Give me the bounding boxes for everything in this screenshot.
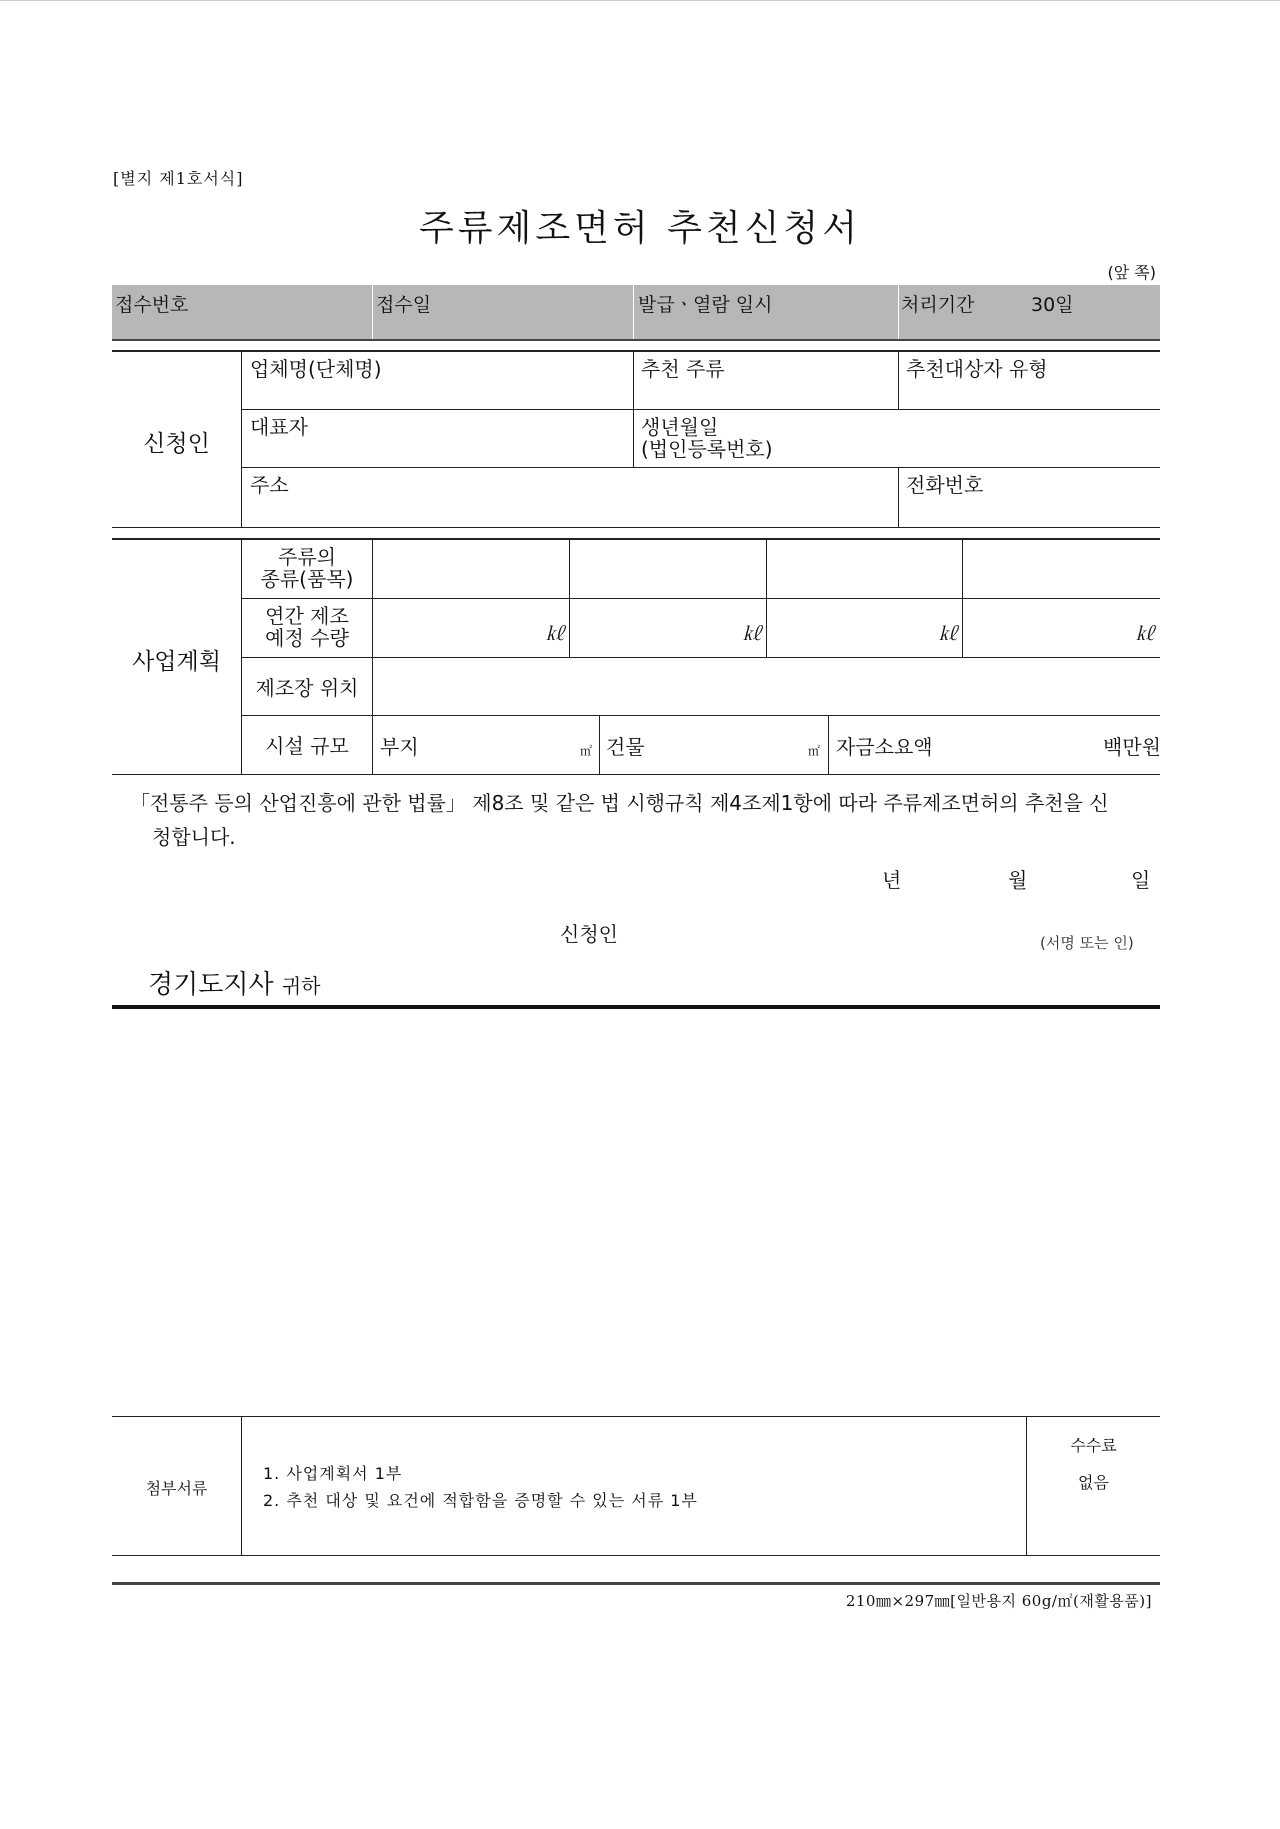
row-divider <box>242 467 1160 468</box>
funds-label: 자금소요액 <box>836 735 933 759</box>
applicant-label-divider <box>241 352 242 528</box>
applicant-top-rule <box>112 350 1160 352</box>
header-bottom-line <box>112 339 1160 341</box>
annual-volume-input-3[interactable] <box>767 599 962 657</box>
liquor-type-input-1[interactable] <box>373 540 569 598</box>
annual-volume-input-2[interactable] <box>570 599 766 657</box>
liquor-type-label: 주류의 종류(품목) <box>260 545 354 591</box>
plant-location-label: 제조장 위치 <box>255 676 359 700</box>
attachments-label: 첨부서류 <box>145 1479 208 1498</box>
processing-period-label: 처리기간 <box>901 294 975 316</box>
volume-unit: ㎘ <box>546 624 564 645</box>
recommended-type-field[interactable]: 추천대상자 유형 <box>906 357 1048 381</box>
company-name-field[interactable]: 업체명(단체명) <box>250 357 382 381</box>
recommended-liquor-field[interactable]: 추천 주류 <box>641 357 725 381</box>
birth-date-label: 생년월일 <box>641 415 719 439</box>
funds-unit: 백만원 <box>1103 735 1161 759</box>
liquor-type-input-3[interactable] <box>767 540 962 598</box>
representative-field[interactable]: 대표자 <box>250 415 308 439</box>
receipt-header-bar <box>112 285 1160 339</box>
col-divider <box>599 716 600 774</box>
plant-location-input[interactable] <box>373 658 1160 715</box>
paper-spec: 210㎜×297㎜[일반용지 60g/㎡(재활용품)] <box>845 1592 1152 1610</box>
volume-unit: ㎘ <box>939 624 957 645</box>
footer-rule <box>112 1582 1160 1585</box>
applicant-signature-label: 신청인 <box>560 922 618 946</box>
area-unit: ㎡ <box>808 744 821 758</box>
facility-scale-label: 시설 규모 <box>265 734 349 758</box>
attachments-bottom-rule <box>112 1555 1160 1556</box>
date-year[interactable]: 년 <box>882 868 902 892</box>
annual-volume-input-1[interactable] <box>373 599 569 657</box>
receipt-number-field[interactable]: 접수번호 <box>115 294 189 316</box>
col-divider <box>828 716 829 774</box>
receipt-date-field[interactable]: 접수일 <box>376 294 432 316</box>
fee-value: 없음 <box>1078 1473 1109 1492</box>
declaration-text: 「전통주 등의 산업진흥에 관한 법률」 제8조 및 같은 법 시행규칙 제4조제1항에 따라 주류제조면허의 추천을 신 청합니다. <box>130 791 1109 849</box>
liquor-type-input-4[interactable] <box>963 540 1160 598</box>
processing-period-value: 30일 <box>1031 294 1074 316</box>
date-month[interactable]: 월 <box>1008 868 1028 892</box>
header-divider <box>633 285 634 339</box>
row-divider <box>242 715 1160 716</box>
applicant-section-label: 신청인 <box>143 431 210 457</box>
attachments-label-divider <box>241 1416 242 1555</box>
header-divider <box>898 285 899 339</box>
col-divider <box>898 468 899 527</box>
date-day[interactable]: 일 <box>1131 868 1151 892</box>
page-top-border <box>0 0 1280 1</box>
annual-volume-input-4[interactable] <box>963 599 1160 657</box>
corporate-registration-label: (법인등록번호) <box>641 437 773 461</box>
header-divider <box>372 285 373 339</box>
annual-volume-label: 연간 제조 예정 수량 <box>265 604 349 650</box>
recipient: 경기도지사 귀하 <box>148 970 321 1000</box>
issue-datetime-field[interactable]: 발급ㆍ열람 일시 <box>638 294 773 316</box>
signature-note[interactable]: (서명 또는 인) <box>1040 934 1134 952</box>
business-plan-section-label: 사업계획 <box>132 649 221 675</box>
attachment-item: 1. 사업계획서 1부 <box>263 1464 403 1483</box>
volume-unit: ㎘ <box>1136 624 1154 645</box>
fee-label: 수수료 <box>1070 1436 1117 1455</box>
row-divider <box>242 409 1160 410</box>
address-field[interactable]: 주소 <box>250 473 289 497</box>
col-divider <box>633 352 634 467</box>
phone-field[interactable]: 전화번호 <box>906 473 984 497</box>
area-unit: ㎡ <box>580 744 593 758</box>
applicant-bottom-rule <box>112 527 1160 528</box>
col-divider <box>898 352 899 409</box>
business-plan-bottom-rule <box>112 774 1160 775</box>
page-title: 주류제조면허 추천신청서 <box>419 208 861 249</box>
form-number: [별지 제1호서식] <box>113 169 244 188</box>
attachment-item: 2. 추천 대상 및 요건에 적합함을 증명할 수 있는 서류 1부 <box>263 1491 698 1510</box>
volume-unit: ㎘ <box>743 624 761 645</box>
birth-date-field[interactable] <box>641 416 773 460</box>
attachments-top-rule <box>112 1416 1160 1417</box>
building-label: 건물 <box>606 735 645 759</box>
land-label: 부지 <box>380 735 419 759</box>
page-side-label: (앞 쪽) <box>1107 263 1156 282</box>
recipient-bottom-rule <box>112 1005 1160 1009</box>
liquor-type-input-2[interactable] <box>570 540 766 598</box>
